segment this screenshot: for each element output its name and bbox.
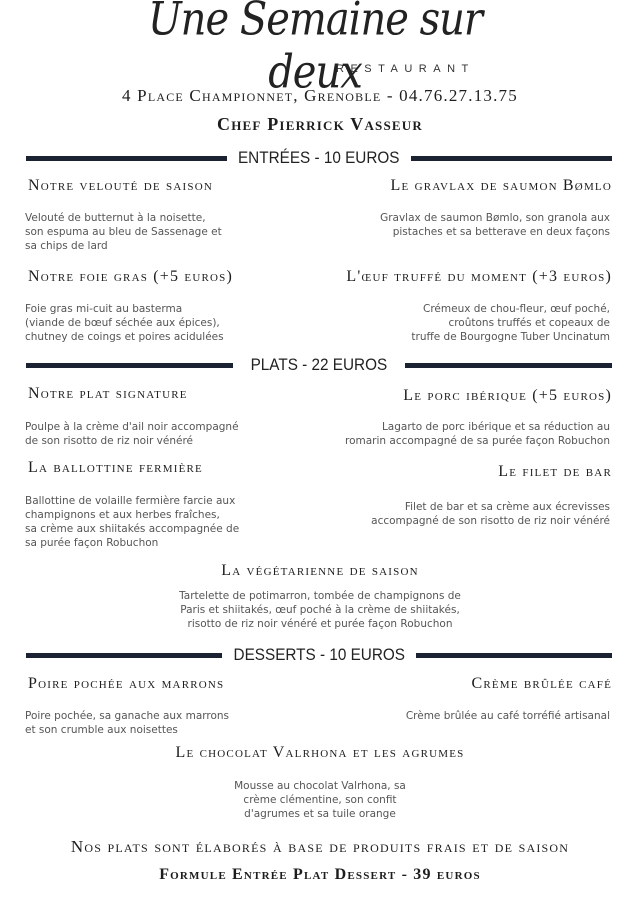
address: 4 Place Championnet, Grenoble - 04.76.27.13.75 [122,86,518,105]
divider [26,653,222,658]
item-title: Poire pochée aux marrons [28,675,225,692]
item-title: Le filet de bar [498,463,612,480]
divider [411,156,612,161]
item-description: Mousse au chocolat Valrhona, sa crème clémentine, son confit d'agrumes et sa tuile orange [234,780,406,820]
item-title: Le chocolat Valrhona et les agrumes [175,744,465,761]
chef-name: Chef Pierrick Vasseur [217,114,423,134]
section-title: PLATS - 22 EUROS [250,355,388,374]
item-description: Foie gras mi-cuit au basterma (viande de bœuf séchée aux épices), chutney de coings et poires acidulées [25,303,224,343]
item-description: Filet de bar et sa crème aux écrevisses accompagné de son risotto de riz noir vénéré [371,501,610,527]
formule-price: Formule Entrée Plat Dessert - 39 euros [159,866,481,883]
divider [405,363,612,368]
restaurant-logo: Une Semaine sur deux [147,0,483,99]
item-title: Notre plat signature [28,385,188,402]
item-description: Tartelette de potimarron, tombée de champignons de Paris et shiitakés, œuf poché à la crème de shiitakés, risotto de riz noir vénéré et purée façon Robuchon [179,590,461,630]
item-description: Poire pochée, sa ganache aux marrons et son crumble aux noisettes [25,710,230,736]
footer-note: Nos plats sont élaborés à base de produits frais et de saison [70,837,570,856]
section-plats-header [26,355,612,375]
item-title: Le porc ibérique (+5 euros) [403,387,612,404]
item-title: La végétarienne de saison [221,562,419,579]
item-title: L'œuf truffé du moment (+3 euros) [346,268,612,285]
item-description: Lagarto de porc ibérique et sa réduction au romarin accompagné de sa purée façon Robuchon [344,421,610,447]
logo-subtitle: RESTAURANT [336,63,475,75]
item-title: Crème brûlée café [471,675,612,692]
section-title: ENTRÉES - 10 EUROS [238,148,400,167]
item-title: Notre velouté de saison [28,177,213,194]
item-description: Gravlax de saumon Bømlo, son granola aux pistaches et sa betterave en deux façons [380,212,610,238]
divider [26,363,233,368]
item-description: Velouté de butternut à la noisette, son espuma au bleu de Sassenage et sa chips de lard [25,212,222,252]
item-description: Ballottine de volaille fermière farcie aux champignons et aux herbes fraîches, sa crème aux shiitakés accompagnée de sa purée façon Robuchon [25,495,240,549]
item-title: Le gravlax de saumon Bømlo [390,177,612,194]
section-entrees-header [26,148,612,168]
item-title: Notre foie gras (+5 euros) [28,268,234,285]
section-title: DESSERTS - 10 EUROS [233,645,405,664]
item-description: Poulpe à la crème d'ail noir accompagné de son risotto de riz noir vénéré [25,421,239,447]
item-description: Crème brûlée au café torréfié artisanal [405,710,610,722]
divider [26,156,227,161]
divider [416,653,612,658]
item-title: La ballottine fermière [28,459,203,476]
section-desserts-header [26,645,612,665]
item-description: Crémeux de chou-fleur, œuf poché, croûtons truffés et copeaux de truffe de Bourgogne Tuber Uncinatum [411,303,610,343]
